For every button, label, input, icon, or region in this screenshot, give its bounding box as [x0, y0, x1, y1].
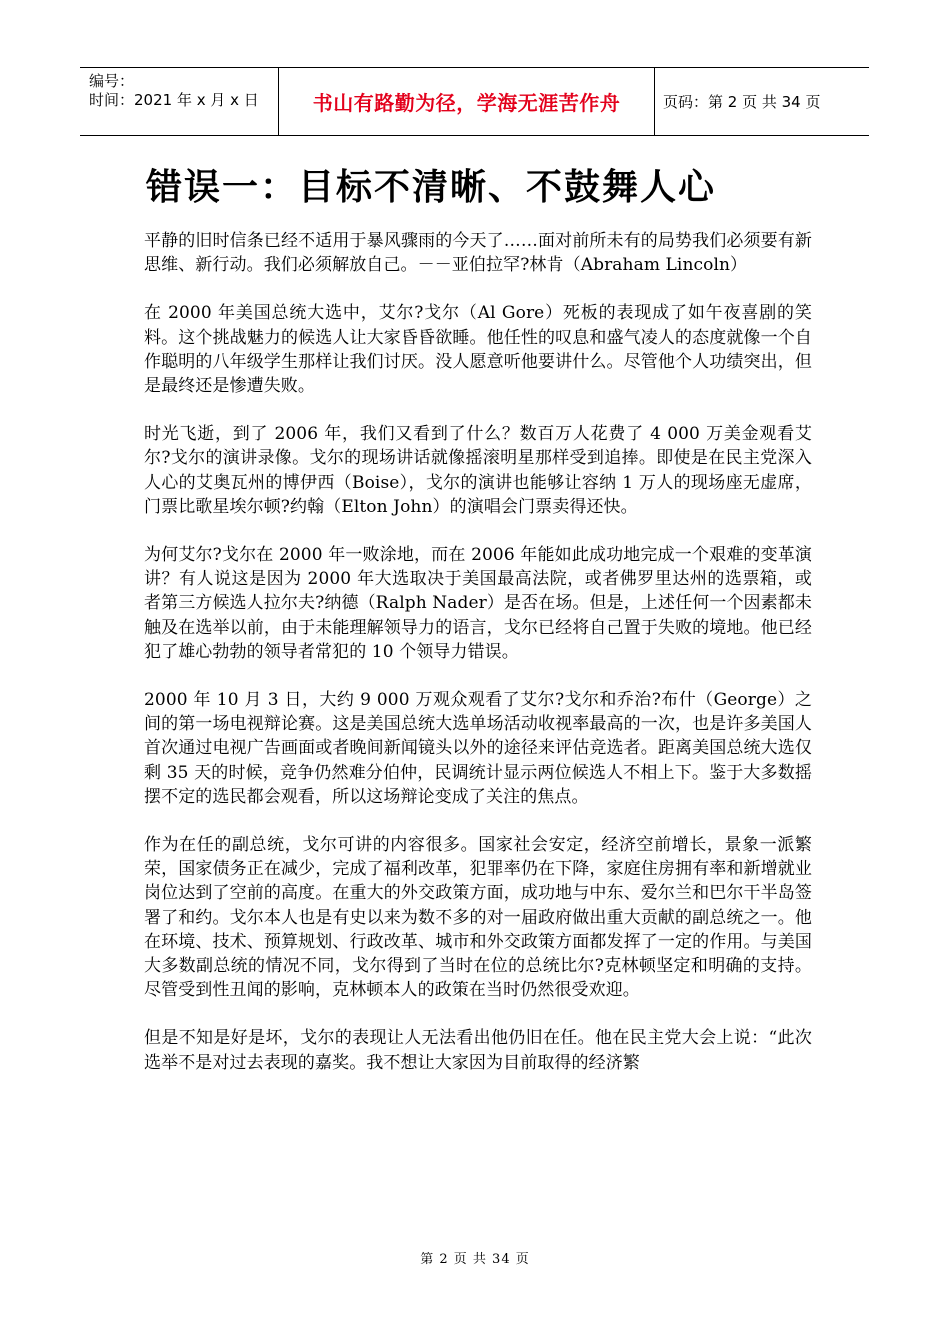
document-number-label: 编号： — [89, 72, 135, 90]
paragraph: 在 2000 年美国总统大选中，艾尔?戈尔（Al Gore）死板的表现成了如午夜喜剧的笑料。这个挑战魅力的候选人让大家昏昏欲睡。他任性的叹息和盛气凌人的态度就像一个自作聪明的八年级学生那样让我们讨厌。没人愿意听他要讲什么。尽管他个人功绩突出，但是最终还是惨遭失败。 — [144, 303, 812, 397]
page-header — [80, 67, 869, 136]
paragraph: 作为在任的副总统，戈尔可讲的内容很多。国家社会安定，经济空前增长，景象一派繁荣，国家债务正在减少，完成了福利改革，犯罪率仍在下降，家庭住房拥有率和新增就业岗位达到了空前的高度。在重大的外交政策方面，成功地与中东、爱尔兰和巴尔干半岛签署了和约。戈尔本人也是有史以来为数不多的对一届政府做出重大贡献的副总统之一。他在环境、技术、预算规划、行政改革、城市和外交政策方面都发挥了一定的作用。与美国大多数副总统的情况不同，戈尔得到了当时在位的总统比尔?克林顿坚定和明确的支持。尽管受到性丑闻的影响，克林顿本人的政策在当时仍然很受欢迎。 — [144, 835, 812, 1001]
paragraph: 时光飞逝，到了 2006 年，我们又看到了什么？数百万人花费了 4 000 万美金观看艾尔?戈尔的演讲录像。戈尔的现场讲话就像摇滚明星那样受到追捧。即使是在民主党深入人心的艾奥瓦州的博伊西（Boise），戈尔的演讲也能够让容纳 1 万人的现场座无虚席，门票比歌星埃尔顿?约翰（Elton John）的演唱会门票卖得还快。 — [144, 424, 812, 517]
header-page-info: 页码：第 2 页 共 34 页 — [663, 93, 821, 111]
paragraph: 为何艾尔?戈尔在 2000 年一败涂地，而在 2006 年能如此成功地完成一个艰难的变革演讲？有人说这是因为 2000 年大选取决于美国最高法院，或者佛罗里达州的选票箱，或者第三方候选人拉尔夫?纳德（Ralph Nader）是否在场。但是，上述任何一个因素都未触及在选举以前，由于未能理解领导力的语言，戈尔已经将自己置于失败的境地。他已经犯了雄心勃勃的领导者常犯的 10 个领导力错误。 — [144, 545, 812, 662]
page-footer: 第 2 页 共 34 页 — [420, 1252, 530, 1267]
document-time-label: 时间：2021 年 x 月 x 日 — [89, 91, 259, 109]
paragraph: 平静的旧时信条已经不适用于暴风骤雨的今天了……面对前所未有的局势我们必须要有新思维、新行动。我们必须解放自己。－－亚伯拉罕?林肯（Abraham Lincoln） — [144, 231, 812, 276]
paragraph: 2000 年 10 月 3 日，大约 9 000 万观众观看了艾尔?戈尔和乔治?布什（George）之间的第一场电视辩论赛。这是美国总统大选单场活动收视率最高的一次，也是许多美国人首次通过电视广告画面或者晚间新闻镜头以外的途径来评估竞选者。距离美国总统大选仅剩 35 天的时候，竞争仍然难分伯仲，民调统计显示两位候选人不相上下。鉴于大多数摇摆不定的选民都会观看，所以这场辩论变成了关注的焦点。 — [144, 690, 812, 807]
paragraph: 但是不知是好是坏，戈尔的表现让人无法看出他仍旧在任。他在民主党大会上说：“此次选举不是对过去表现的嘉奖。我不想让大家因为目前取得的经济繁 — [144, 1028, 812, 1073]
header-motto: 书山有路勤为径，学海无涯苦作舟 — [279, 68, 655, 135]
body-text — [144, 229, 812, 1099]
section-title: 错误一：目标不清晰、不鼓舞人心 — [146, 167, 717, 208]
header-meta — [80, 68, 279, 135]
